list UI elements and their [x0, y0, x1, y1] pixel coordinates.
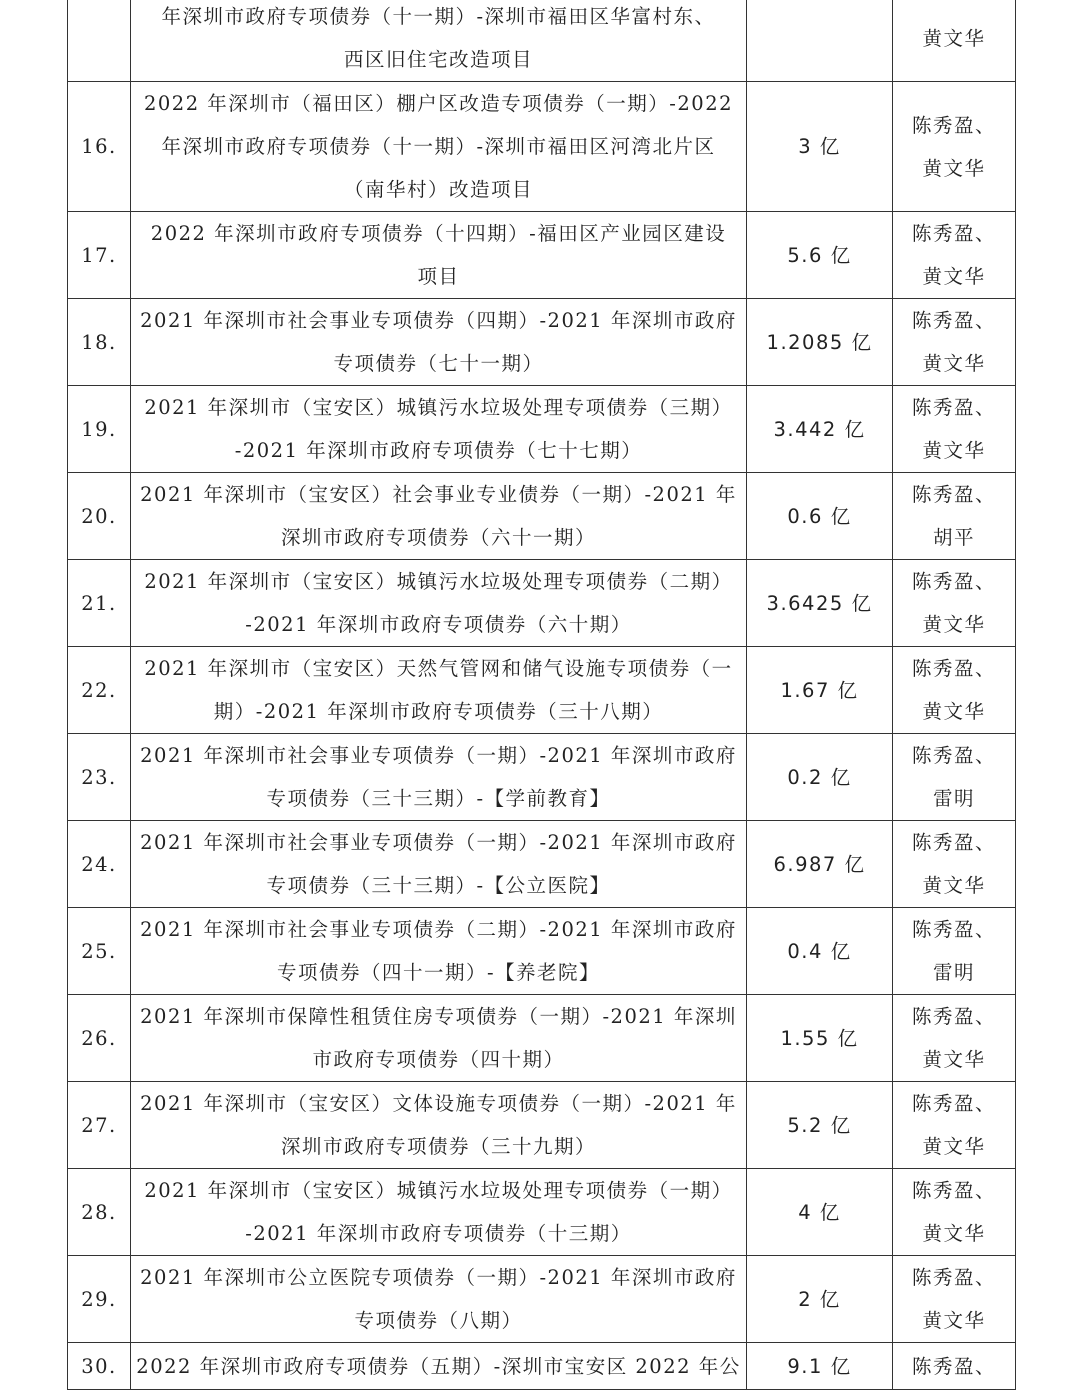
responsible-person-line: 陈秀盈、	[911, 570, 996, 593]
bond-name-line: 专项债券（七十一期）	[333, 352, 544, 375]
responsible-person-line: 黄文华	[922, 26, 986, 50]
bond-name-line: 市政府专项债券（四十期）	[312, 1048, 565, 1071]
responsible-person-line: 黄文华	[922, 1048, 986, 1071]
responsible-person-line: 黄文华	[922, 439, 986, 462]
bond-amount: 5.6 亿	[747, 212, 893, 299]
table-row	[68, 1343, 1016, 1390]
responsible-person	[893, 386, 1016, 473]
bond-name-line: 2021 年深圳市（宝安区）城镇污水垃圾处理专项债券（三期）	[144, 396, 733, 419]
responsible-person-line: 陈秀盈、	[911, 831, 996, 854]
responsible-person	[893, 734, 1016, 821]
responsible-person-line: 胡平	[932, 526, 975, 549]
bond-amount: 3 亿	[747, 82, 893, 212]
bond-amount: 1.67 亿	[747, 647, 893, 734]
row-number: 24.	[68, 821, 131, 908]
bond-amount: 1.2085 亿	[747, 299, 893, 386]
bond-name-line: 2021 年深圳市（宝安区）社会事业专业债券（一期）-2021 年	[140, 483, 737, 506]
responsible-person	[893, 212, 1016, 299]
row-number: 29.	[68, 1256, 131, 1343]
responsible-person	[893, 908, 1016, 995]
responsible-person-line: 陈秀盈、	[911, 1266, 996, 1289]
row-number: 17.	[68, 212, 131, 299]
row-number: 16.	[68, 82, 131, 212]
table-row	[68, 821, 1016, 908]
responsible-person	[893, 82, 1016, 212]
responsible-person-line: 黄文华	[922, 700, 986, 723]
row-number: 18.	[68, 299, 131, 386]
responsible-person-line: 黄文华	[922, 1222, 986, 1245]
bond-name	[131, 386, 747, 473]
responsible-person	[893, 1169, 1016, 1256]
bond-name-line: 2021 年深圳市（宝安区）城镇污水垃圾处理专项债券（一期）	[144, 1179, 733, 1202]
row-number: 28.	[68, 1169, 131, 1256]
bond-name-line: -2021 年深圳市政府专项债券（十三期）	[245, 1222, 632, 1245]
bond-name-line: 2021 年深圳市公立医院专项债券（一期）-2021 年深圳市政府	[140, 1266, 737, 1289]
table-row	[68, 1256, 1016, 1343]
table-row	[68, 734, 1016, 821]
responsible-person-line: 陈秀盈、	[911, 744, 996, 767]
responsible-person	[893, 0, 1016, 82]
row-number: 27.	[68, 1082, 131, 1169]
bond-name	[131, 1343, 747, 1390]
bond-amount: 3.6425 亿	[747, 560, 893, 647]
bond-name-line: 项目	[417, 265, 460, 288]
responsible-person	[893, 1082, 1016, 1169]
responsible-person-line: 陈秀盈、	[911, 483, 996, 506]
bond-amount: 1.55 亿	[747, 995, 893, 1082]
responsible-person-line: 黄文华	[922, 874, 986, 897]
table-row	[68, 647, 1016, 734]
table-row	[68, 1169, 1016, 1256]
bond-amount: 6.987 亿	[747, 821, 893, 908]
bond-name-line: 期）-2021 年深圳市政府专项债券（三十八期）	[213, 700, 664, 723]
responsible-person-line: 陈秀盈、	[911, 1005, 996, 1028]
bond-amount: 0.6 亿	[747, 473, 893, 560]
bond-name-line: 深圳市政府专项债券（六十一期）	[280, 526, 596, 549]
row-number: 20.	[68, 473, 131, 560]
bond-name-line: 2021 年深圳市（宝安区）文体设施专项债券（一期）-2021 年	[140, 1092, 737, 1115]
bond-amount: 9.1 亿	[747, 1343, 893, 1390]
row-number: 30.	[68, 1343, 131, 1390]
table-row	[68, 908, 1016, 995]
responsible-person-line: 陈秀盈、	[911, 113, 996, 137]
table-row	[68, 0, 1016, 82]
responsible-person	[893, 560, 1016, 647]
bond-name-line: 专项债券（八期）	[354, 1309, 523, 1332]
bond-name-line: 2021 年深圳市社会事业专项债券（一期）-2021 年深圳市政府	[140, 744, 737, 767]
bond-table	[67, 0, 1016, 1390]
responsible-person-line: 陈秀盈、	[911, 222, 996, 245]
table-row	[68, 82, 1016, 212]
bond-name-line: 年深圳市政府专项债券（十一期）-深圳市福田区华富村东、	[161, 5, 716, 28]
bond-name	[131, 647, 747, 734]
bond-name-line: 2021 年深圳市社会事业专项债券（二期）-2021 年深圳市政府	[140, 918, 737, 941]
bond-name-line: 专项债券（三十三期）-【学前教育】	[266, 787, 611, 810]
row-number: 21.	[68, 560, 131, 647]
bond-name	[131, 995, 747, 1082]
responsible-person	[893, 1343, 1016, 1390]
bond-name	[131, 212, 747, 299]
responsible-person-line: 陈秀盈、	[911, 657, 996, 680]
bond-name-line: 2021 年深圳市（宝安区）天然气管网和储气设施专项债券（一	[144, 657, 733, 680]
responsible-person-line: 黄文华	[922, 156, 986, 180]
bond-name-line: 西区旧住宅改造项目	[343, 48, 533, 71]
table-row	[68, 560, 1016, 647]
responsible-person-line: 陈秀盈、	[911, 309, 996, 332]
responsible-person-line: 黄文华	[922, 1309, 986, 1332]
table-row	[68, 1082, 1016, 1169]
responsible-person-line: 黄文华	[922, 265, 986, 288]
bond-name	[131, 299, 747, 386]
bond-amount: 3.442 亿	[747, 386, 893, 473]
responsible-person-line: 陈秀盈、	[911, 396, 996, 419]
responsible-person-line: 陈秀盈、	[911, 1092, 996, 1115]
bond-name	[131, 0, 747, 82]
bond-name-line: 2021 年深圳市社会事业专项债券（一期）-2021 年深圳市政府	[140, 831, 737, 854]
bond-name-line: 年深圳市政府专项债券（十一期）-深圳市福田区河湾北片区	[161, 135, 716, 158]
bond-name	[131, 1169, 747, 1256]
bond-name-line: 深圳市政府专项债券（三十九期）	[280, 1135, 596, 1158]
bond-amount	[747, 0, 893, 82]
responsible-person-line: 陈秀盈、	[911, 1354, 996, 1378]
bond-name-line: 2022 年深圳市（福田区）棚户区改造专项债券（一期）-2022	[143, 92, 734, 115]
responsible-person-line: 黄文华	[922, 613, 986, 636]
row-number: 23.	[68, 734, 131, 821]
bond-name-line: 2021 年深圳市社会事业专项债券（四期）-2021 年深圳市政府	[140, 309, 737, 332]
bond-name	[131, 82, 747, 212]
table-row	[68, 299, 1016, 386]
table-row	[68, 212, 1016, 299]
table-row	[68, 473, 1016, 560]
responsible-person	[893, 995, 1016, 1082]
row-number: 25.	[68, 908, 131, 995]
responsible-person-line: 陈秀盈、	[911, 918, 996, 941]
table-row	[68, 386, 1016, 473]
responsible-person-line: 黄文华	[922, 352, 986, 375]
bond-amount: 2 亿	[747, 1256, 893, 1343]
bond-name	[131, 908, 747, 995]
bond-name-line: -2021 年深圳市政府专项债券（六十期）	[245, 613, 632, 636]
bond-name-line: 2022 年深圳市政府专项债券（十四期）-福田区产业园区建设	[150, 222, 727, 245]
responsible-person	[893, 647, 1016, 734]
bond-name-line: 2022 年深圳市政府专项债券（五期）-深圳市宝安区 2022 年公	[136, 1354, 741, 1378]
responsible-person	[893, 1256, 1016, 1343]
row-number: 26.	[68, 995, 131, 1082]
responsible-person	[893, 299, 1016, 386]
responsible-person	[893, 473, 1016, 560]
bond-name	[131, 1082, 747, 1169]
bond-name-line: -2021 年深圳市政府专项债券（七十七期）	[234, 439, 643, 462]
row-number: 19.	[68, 386, 131, 473]
bond-name-line: （南华村）改造项目	[343, 178, 533, 201]
bond-name	[131, 1256, 747, 1343]
responsible-person-line: 陈秀盈、	[911, 1179, 996, 1202]
responsible-person-line: 黄文华	[922, 1135, 986, 1158]
bond-name-line: 专项债券（三十三期）-【公立医院】	[266, 874, 611, 897]
bond-name	[131, 560, 747, 647]
bond-amount: 0.2 亿	[747, 734, 893, 821]
row-number	[68, 0, 131, 82]
bond-name-line: 专项债券（四十一期）-【养老院】	[276, 961, 601, 984]
bond-name	[131, 821, 747, 908]
bond-amount: 4 亿	[747, 1169, 893, 1256]
bond-amount: 0.4 亿	[747, 908, 893, 995]
row-number: 22.	[68, 647, 131, 734]
table-body	[68, 0, 1016, 1390]
bond-amount: 5.2 亿	[747, 1082, 893, 1169]
responsible-person-line: 雷明	[932, 961, 975, 984]
responsible-person	[893, 821, 1016, 908]
bond-name	[131, 734, 747, 821]
bond-name-line: 2021 年深圳市保障性租赁住房专项债券（一期）-2021 年深圳	[140, 1005, 737, 1028]
bond-name-line: 2021 年深圳市（宝安区）城镇污水垃圾处理专项债券（二期）	[144, 570, 733, 593]
responsible-person-line: 雷明	[932, 787, 975, 810]
bond-name	[131, 473, 747, 560]
table-row	[68, 995, 1016, 1082]
